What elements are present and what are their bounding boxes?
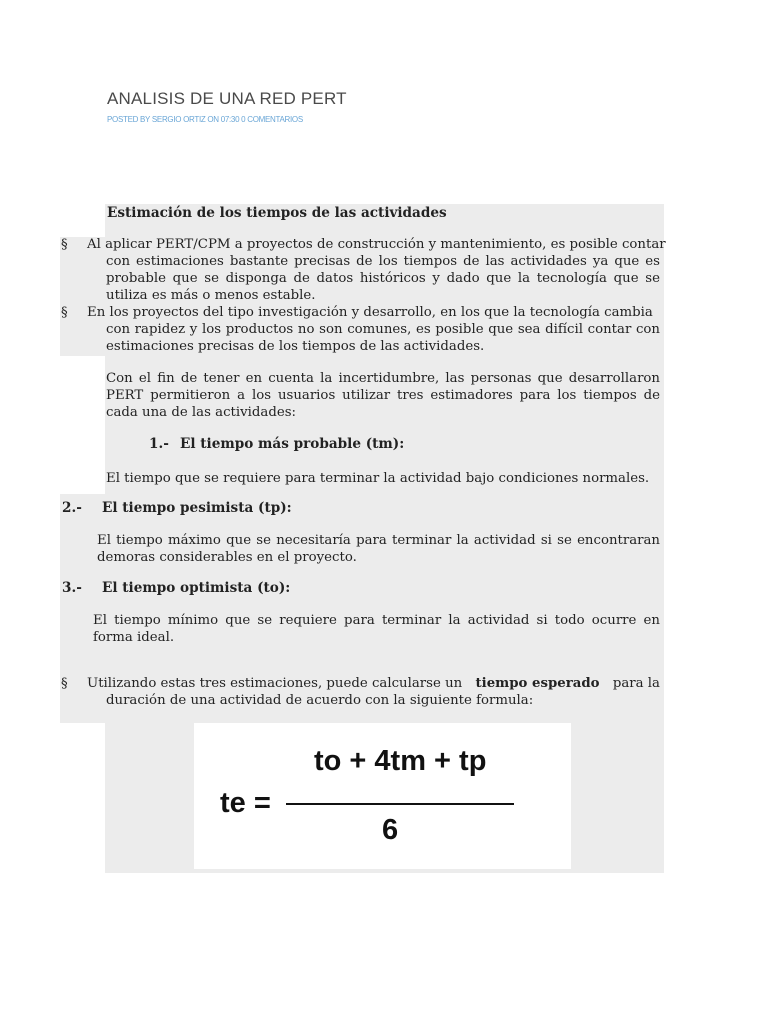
bullet-symbol: § (61, 305, 68, 320)
formula-denominator: 6 (382, 814, 399, 846)
fraction-bar (286, 803, 514, 805)
item-3-title: El tiempo optimista (to): (102, 580, 291, 596)
bullet-1-continuation: con estimaciones bastante precisas de los tiempos de las actividades ya que es probable que se disponga de datos históricos y dado que la tecnología que se utiliza es más o menos estable. (106, 254, 660, 303)
formula-lhs: te = (220, 787, 271, 819)
item-2-number: 2.- (62, 500, 82, 516)
formula-numerator: to + 4tm + tp (314, 745, 487, 777)
bullet-3-first-line (87, 675, 660, 692)
item-1-title: El tiempo más probable (tm): (180, 436, 405, 452)
item-2-description: El tiempo máximo que se necesitaría para terminar la actividad si se encontraran demoras considerables en el proyecto. (97, 533, 660, 565)
bullet-symbol: § (61, 676, 68, 691)
bullet-symbol: § (61, 237, 68, 252)
post-meta[interactable]: POSTED BY SERGIO ORTIZ ON 07:30 0 COMENTARIOS (107, 115, 303, 124)
item-2-title: El tiempo pesimista (tp): (102, 500, 292, 516)
bullet-3-text-end: para la (612, 676, 660, 691)
item-1-number: 1.- (149, 436, 169, 452)
item-1-description: El tiempo que se requiere para terminar la actividad bajo condiciones normales. (106, 471, 650, 486)
bullet-3-second-line: duración de una actividad de acuerdo con la siguiente formula: (106, 693, 534, 708)
expected-time-term: tiempo esperado (475, 676, 600, 691)
bullet-2-first-line: En los proyectos del tipo investigación y desarrollo, en los que la tecnología cambia (87, 305, 653, 320)
bullet-2-continuation: con rapidez y los productos no son comunes, es posible que sea difícil contar con estimaciones precisas de los tiempos de las actividades. (106, 322, 660, 354)
post-title[interactable]: ANALISIS DE UNA RED PERT (107, 89, 347, 108)
item-3-number: 3.- (62, 580, 82, 596)
formula-image (194, 723, 571, 869)
bullet-1-first-line: Al aplicar PERT/CPM a proyectos de construcción y mantenimiento, es posible contar (87, 237, 666, 252)
intro-paragraph: Con el fin de tener en cuenta la incertidumbre, las personas que desarrollaron PERT permitieron a los usuarios utilizar tres estimadores para los tiempos de cada una de las actividades: (106, 371, 660, 420)
item-3-description: El tiempo mínimo que se requiere para terminar la actividad si todo ocurre en forma ideal. (93, 613, 660, 645)
bullet-3-text-start: Utilizando estas tres estimaciones, puede calcularse un (87, 676, 463, 691)
section-heading: Estimación de los tiempos de las actividades (107, 205, 447, 221)
